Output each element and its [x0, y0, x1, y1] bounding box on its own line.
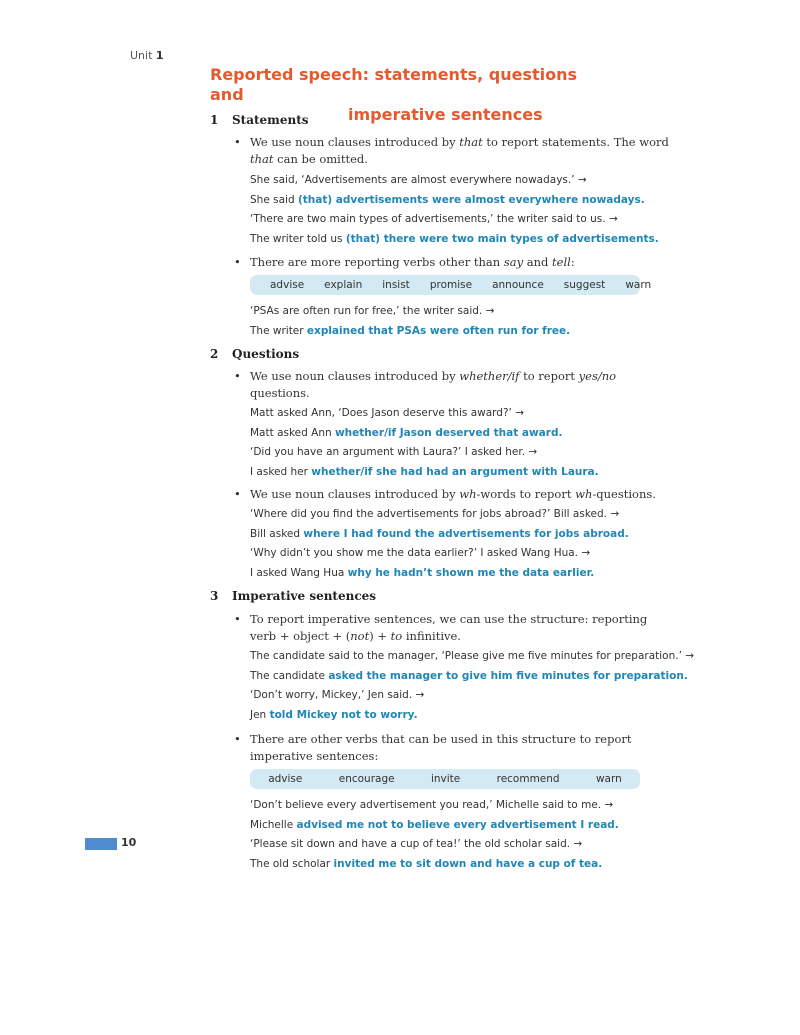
title-line-1: Reported speech: statements, questions and [210, 65, 578, 104]
example-reported: The candidate asked the manager to give him five minutes for preparation. [250, 669, 688, 682]
example-reported: I asked her whether/if she had had an argument with Laura. [250, 465, 599, 478]
section-imperative-heading: 3 Imperative sentences [210, 589, 377, 603]
page-number: 10 [121, 836, 137, 849]
example-direct: ‘Did you have an argument with Laura?’ I asked her. → [250, 446, 538, 458]
section-statements-heading: 1 Statements [210, 113, 309, 127]
verb-item: announce [492, 279, 544, 291]
page-number-bar [85, 838, 117, 850]
example-direct: ‘Please sit down and have a cup of tea!’ the old scholar said. → [250, 838, 583, 850]
bullet-imperative-structure: • To report imperative sentences, we can use the structure: reporting verb + object + (not) + to infinitive. [210, 611, 670, 645]
example-direct: ‘Don’t believe every advertisement you read,’ Michelle said to me. → [250, 799, 614, 811]
verb-item: promise [429, 279, 473, 291]
example-reported: The writer told us (that) there were two main types of advertisements. [250, 232, 659, 245]
verb-item: recommend [496, 773, 560, 785]
example-direct: ‘Why didn’t you show me the data earlier?’ I asked Wang Hua. → [250, 547, 591, 559]
example-reported: Matt asked Ann whether/if Jason deserved that award. [250, 426, 563, 439]
bullet-yes-no-questions: • We use noun clauses introduced by whether/if to report yes/no questions. [210, 368, 670, 402]
reporting-verbs-box [250, 275, 652, 295]
example-direct: Matt asked Ann, ‘Does Jason deserve this award?’ → [250, 407, 525, 419]
example-reported: The old scholar invited me to sit down and have a cup of tea. [250, 857, 603, 870]
grammar-content [210, 110, 695, 874]
verb-item: advise [270, 279, 305, 291]
imperative-verbs-box [250, 769, 640, 789]
example-direct: ‘Where did you find the advertisements for jobs abroad?’ Bill asked. → [250, 508, 620, 520]
example-reported: She said (that) advertisements were almost everywhere nowadays. [250, 193, 645, 206]
verb-item: invite [430, 773, 461, 785]
example-direct: ‘Don’t worry, Mickey,’ Jen said. → [250, 689, 425, 701]
bullet-wh-questions: • We use noun clauses introduced by wh-words to report wh-questions. [210, 486, 670, 503]
bullet-statements-rule: • We use noun clauses introduced by that to report statements. The word that can be omitted. [210, 134, 670, 168]
verb-item: advise [268, 773, 303, 785]
verb-item: encourage [338, 773, 395, 785]
example-direct: ‘There are two main types of advertisements,’ the writer said to us. → [250, 213, 618, 225]
verb-item: insist [382, 279, 410, 291]
example-reported: Jen told Mickey not to worry. [250, 708, 418, 721]
bullet-reporting-verbs: • There are more reporting verbs other than say and tell: [210, 254, 670, 271]
example-reported: Bill asked where I had found the advertisements for jobs abroad. [250, 527, 629, 540]
example-reported: Michelle advised me not to believe every advertisement I read. [250, 818, 619, 831]
bullet-other-verbs: • There are other verbs that can be used in this structure to report imperative sentences: [210, 731, 670, 765]
example-reported: The writer explained that PSAs were often run for free. [250, 324, 571, 337]
verb-item: warn [625, 279, 652, 291]
example-direct: ‘PSAs are often run for free,’ the writer said. → [250, 305, 495, 317]
section-questions-heading: 2 Questions [210, 347, 300, 361]
example-direct: She said, ‘Advertisements are almost everywhere nowadays.’ → [250, 174, 587, 186]
verb-item: explain [324, 279, 363, 291]
title-line-2: imperative sentences [348, 105, 543, 124]
example-direct: The candidate said to the manager, ‘Please give me five minutes for preparation.’ → [250, 650, 695, 662]
verb-item: warn [595, 773, 622, 785]
example-reported: I asked Wang Hua why he hadn’t shown me the data earlier. [250, 566, 595, 579]
verb-item: suggest [563, 279, 606, 291]
unit-label: Unit 1 [130, 49, 164, 62]
